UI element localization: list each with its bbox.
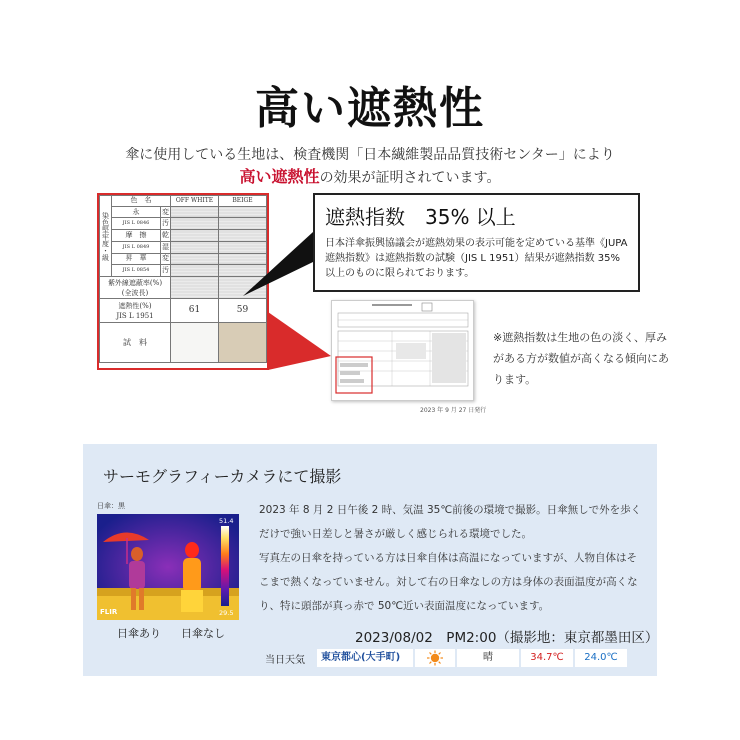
description-paragraph-1: 2023 年 8 月 2 日午後 2 時、気温 35℃前後の環境で撮影。日傘無しで外を歩くだけで強い日差しと暑さが厳しく感じられる環境でした。 [259,504,642,540]
report-cell [171,253,219,265]
report-cell [219,241,267,253]
report-value-offwhite: 61 [171,299,219,323]
uv-label: 紫外線遮蔽率(%) [107,278,163,287]
flir-logo: FLIR [100,608,118,616]
heat-label: 遮熱性(%) [118,301,152,310]
sample-swatch-beige [219,323,267,363]
report-col-offwhite: OFF WHITE [171,196,219,207]
report-value-beige: 59 [219,299,267,323]
caption-with-umbrella: 日傘あり [117,627,161,640]
report-row-label: JIS L 0849 [112,241,161,253]
heat-std: JIS L 1951 [116,311,154,320]
weather-condition: 晴 [457,649,519,667]
certificate-date: 2023 年 9 月 27 日発行 [420,407,487,414]
thermography-section [83,444,657,676]
report-row-label: 昇 華 [112,253,161,265]
report-row-label: JIS L 0854 [112,265,161,277]
heat-index-callout [313,193,640,292]
report-cell [171,277,219,299]
weather-low-temp: 24.0℃ [575,649,627,667]
report-row-sub: 変 [161,206,171,218]
thermal-graphic [97,514,239,620]
intro-highlight: 高い遮熱性 [239,167,320,186]
shooting-datetime: 2023/08/02 PM2:00（撮影地：東京都墨田区） [355,630,659,646]
report-row-label: JIS L 0846 [112,218,161,230]
test-report-excerpt [97,193,269,370]
report-row-sub: 湿 [161,241,171,253]
intro-line-2 [0,164,740,187]
report-cell [219,253,267,265]
report-vertical-label: 染色堅牢度・級 [100,196,112,277]
weather-label: 当日天気 [265,654,305,666]
weather-location: 東京都心(大手町) [317,649,413,667]
heat-index-note: ※遮熱指数は生地の色の淡く、厚みがある方が数値が高くなる傾向にあります。 [493,331,669,386]
certificate-sheet [331,300,474,401]
report-col-label: 色 名 [112,196,171,207]
page-title: 高い遮熱性 [255,83,485,134]
scale-max: 51.4 [219,517,234,525]
report-cell [219,218,267,230]
report-row-label: 永 [112,206,161,218]
report-sample-label: 試 料 [100,323,171,363]
thermal-image [97,514,239,620]
report-row-sub: 変 [161,253,171,265]
sample-swatch-offwhite [171,323,219,363]
report-cell [219,206,267,218]
report-cell [171,241,219,253]
report-heat-label [100,299,171,323]
uv-sub: (全波長) [121,288,149,297]
report-cell [171,230,219,242]
intro-line-2-rest: の効果が証明されています。 [319,170,501,186]
report-uv-label [100,277,171,299]
description-paragraph-2: 写真左の日傘を持っている方は日傘自体は高温になっていますが、人物自体はそこまで熱くなっていません。対して右の日傘なしの方は身体の表面温度が高くなり、特に頭部が真っ赤で 50℃近い表面温度になっています。 [259,552,638,612]
callout-pointer-red [268,312,331,370]
umbrella-color-label: 日傘：黒 [97,502,125,510]
report-row-sub: 汚 [161,218,171,230]
weather-bar [265,649,627,667]
thermography-title: サーモグラフィーカメラにて撮影 [103,467,342,486]
callout-body: 日本洋傘振興協議会が遮熱効果の表示可能を定めている基準《JUPA 遮熱指数》は遮熱指数の試験（JIS L 1951）結果が遮熱指数 35%以上のものに限られております。 [325,238,628,279]
thermography-description [259,498,643,618]
report-table [99,195,267,363]
sun-icon [415,649,455,667]
callout-heading: 遮熱指数 35% 以上 [325,205,516,229]
intro-line-1: 傘に使用している生地は、検査機関「日本繊維製品品質技術センター」により [125,147,615,163]
report-cell [171,265,219,277]
report-row-sub: 乾 [161,230,171,242]
report-cell [219,230,267,242]
caption-without-umbrella: 日傘なし [181,627,225,640]
report-cell [171,218,219,230]
report-cell [219,277,267,299]
report-col-beige: BEIGE [219,196,267,207]
certificate-graphic [332,301,475,402]
report-row-label: 摩 擦 [112,230,161,242]
report-cell [171,206,219,218]
report-row-sub: 汚 [161,265,171,277]
report-cell [219,265,267,277]
weather-high-temp: 34.7℃ [521,649,573,667]
scale-min: 29.5 [219,609,234,617]
